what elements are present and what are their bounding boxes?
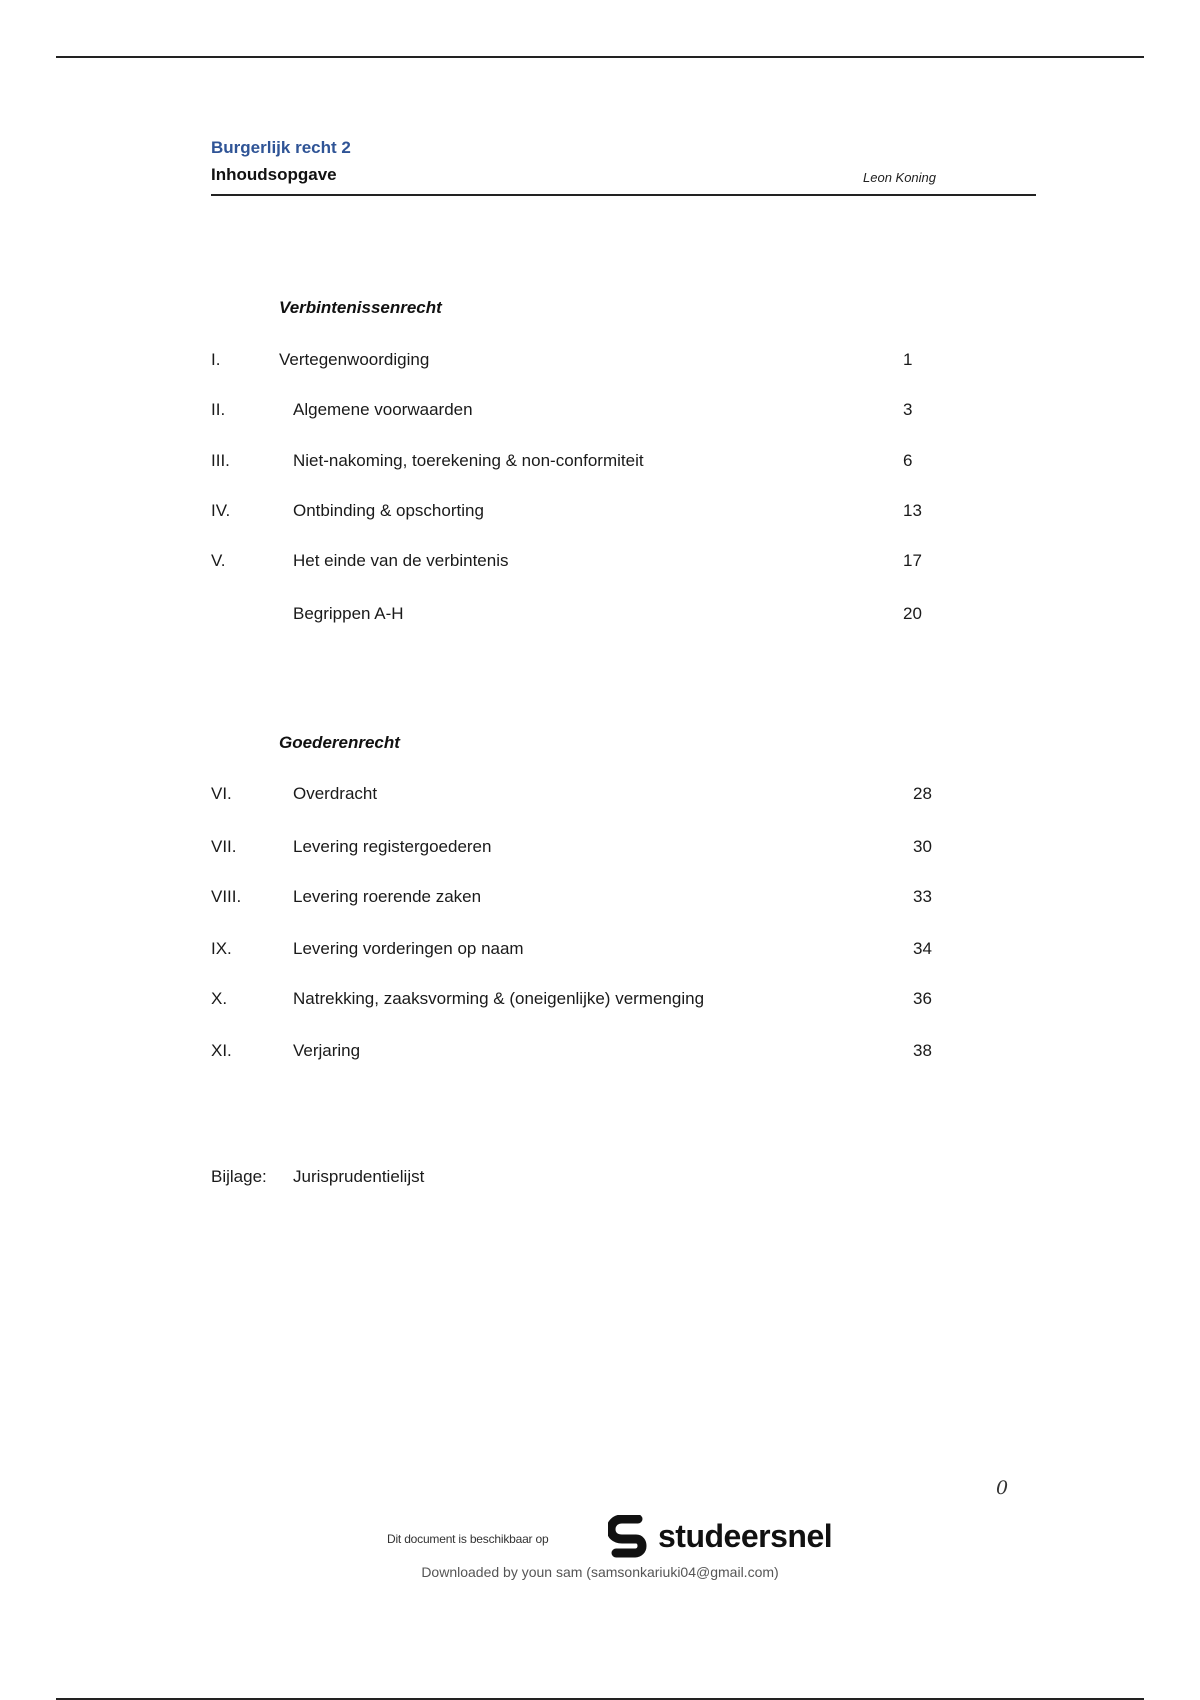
availability-text: Dit document is beschikbaar op [387,1532,549,1546]
toc-entry-page: 33 [913,887,932,906]
toc-entry[interactable] [211,837,971,861]
toc-entry-title: Algemene voorwaarden [293,400,473,419]
toc-entry-page: 34 [913,939,932,958]
toc-entry-page: 13 [903,501,922,520]
toc-entry[interactable] [211,451,971,475]
toc-entry-title: Niet-nakoming, toerekening & non-conformiteit [293,451,644,470]
toc-entry[interactable] [211,887,971,911]
toc-entry-number: VIII. [211,887,242,906]
toc-entry-title: Vertegenwoordiging [279,350,430,369]
appendix-label: Bijlage: [211,1167,267,1186]
toc-entry-page: 6 [903,451,913,470]
toc-entry-title: Levering vorderingen op naam [293,939,524,958]
appendix-title: Jurisprudentielijst [293,1167,425,1186]
toc-entry-page: 3 [903,400,913,419]
toc-entry-number: IV. [211,501,231,520]
toc-entry-number: VI. [211,784,232,803]
download-attribution: Downloaded by youn sam (samsonkariuki04@gmail.com) [421,1564,779,1580]
toc-entry-page: 20 [903,604,922,623]
studeersnel-brand: studeersnel [658,1518,833,1554]
toc-entry-number: XI. [211,1041,232,1060]
part-heading-goederenrecht: Goederenrecht [279,733,400,752]
toc-entry[interactable] [211,1041,971,1065]
toc-entry-title: Het einde van de verbintenis [293,551,509,570]
toc-entry-page: 38 [913,1041,932,1060]
toc-entry[interactable] [211,551,971,575]
toc-entry-number: III. [211,451,230,470]
toc-entry[interactable] [211,501,971,525]
top-page-rule [56,56,1144,58]
toc-entry[interactable] [211,350,971,374]
studeersnel-banner[interactable] [360,1510,900,1570]
studeersnel-logo-icon [608,1515,650,1561]
toc-entry-title: Levering registergoederen [293,837,492,856]
toc-entry-page: 28 [913,784,932,803]
toc-entry-title: Overdracht [293,784,378,803]
part-heading-verbintenissenrecht: Verbintenissenrecht [279,298,442,317]
toc-entry-title: Natrekking, zaaksvorming & (oneigenlijke) vermenging [293,989,705,1008]
toc-entry-page: 36 [913,989,932,1008]
toc-entry[interactable] [211,939,971,963]
toc-entry-title: Begrippen A-H [293,604,404,623]
toc-entry-title: Verjaring [293,1041,361,1060]
toc-entry[interactable] [211,784,971,808]
page-number: 0 [996,1477,1009,1499]
toc-entry-title: Levering roerende zaken [293,887,482,906]
course-title: Burgerlijk recht 2 [211,138,351,157]
toc-entry[interactable] [211,400,971,424]
section-title: Inhoudsopgave [211,165,337,184]
toc-entry-number: IX. [211,939,232,958]
toc-entry-number: VII. [211,837,237,856]
toc-entry[interactable] [211,604,971,628]
toc-entry-page: 17 [903,551,922,570]
toc-entry-page: 1 [903,350,913,369]
toc-entry-title: Ontbinding & opschorting [293,501,484,520]
toc-entry-number: X. [211,989,228,1008]
toc-entry-number: V. [211,551,226,570]
toc-entry-page: 30 [913,837,932,856]
document-header [211,138,1036,196]
toc-entry-number: II. [211,400,226,419]
toc-entry[interactable] [211,989,971,1013]
author-name: Leon Koning [863,170,937,185]
toc-entry-number: I. [211,350,221,369]
